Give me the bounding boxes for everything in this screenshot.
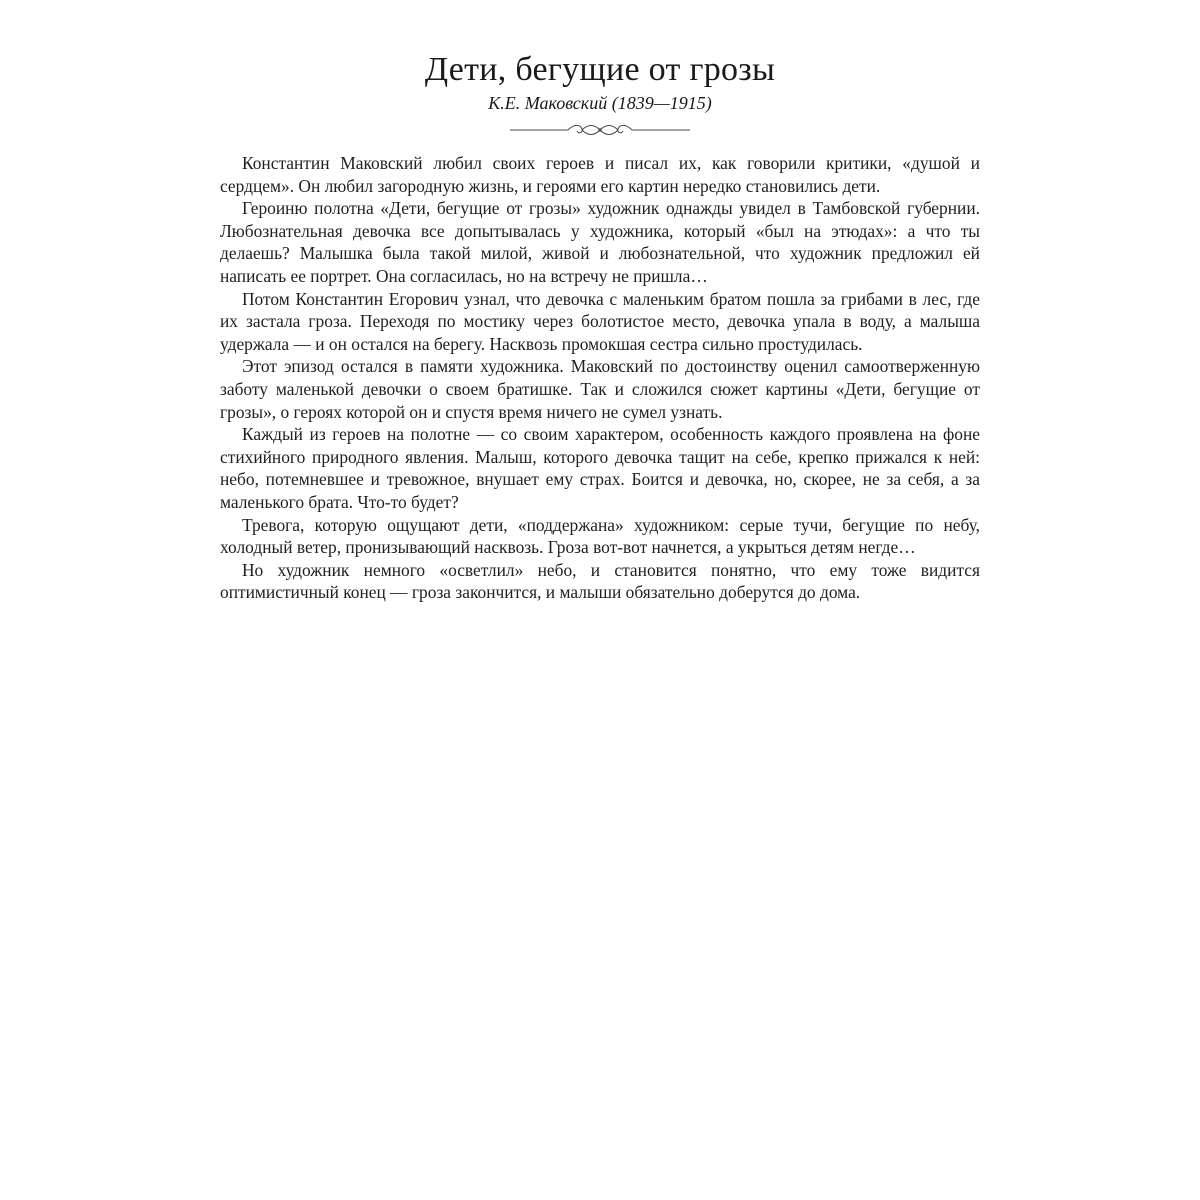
author-line: К.Е. Маковский (1839—1915) [488,93,712,113]
paragraph: Но художник немного «осветлил» небо, и становится понятно, что ему тоже видится оптимистичный конец — гроза закончится, и малыши обязательно доберутся до дома. [220,559,980,603]
paragraph: Константин Маковский любил своих героев и писал их, как говорили критики, «душой и сердцем». Он любил загородную жизнь, и героями его картин нередко становились дети. [220,153,980,196]
page-title: Дети, бегущие от грозы [424,51,776,88]
paragraph: Этот эпизод остался в памяти художника. Маковский по достоинству оценил самоотверженную заботу маленькой девочки о своем братишке. Так и сложился сюжет картины «Дети, бегущие от грозы», о героях которой он и спустя время ничего не сумел узнать. [220,356,980,422]
article-body [220,152,980,604]
paragraph: Героиню полотна «Дети, бегущие от грозы» художник однажды увидел в Тамбовской губернии. Любознательная девочка все допытывалась у художника, который «был на этюдах»: а что ты делаешь? Малышка была такой милой, живой и любознательной, что художник предложил ей написать ее портрет. Она согласилась, но на встречу не пришла… [220,198,980,286]
flourish-divider-icon [510,120,690,140]
paragraph: Каждый из героев на полотне — со своим характером, особенность каждого проявлена на фоне стихийного природного явления. Малыш, которого девочка тащит на себе, крепко прижался к ней: небо, потемневшее и тревожное, внушает ему страх. Боится и девочка, но, скорее, не за себя, а за маленького брата. Что-то будет? [220,424,980,512]
book-page [220,0,980,1200]
paragraph: Тревога, которую ощущают дети, «поддержана» художником: серые тучи, бегущие по небу, холодный ветер, пронизывающий насквозь. Гроза вот-вот начнется, а укрыться детям негде… [220,514,980,558]
paragraph: Потом Константин Егорович узнал, что девочка с маленьким братом пошла за грибами в лес, где их застала гроза. Переходя по мостику через болотистое место, девочка упала в воду, а малыша удержала — и он остался на берегу. Насквозь промокшая сестра сильно простудилась. [220,288,980,354]
